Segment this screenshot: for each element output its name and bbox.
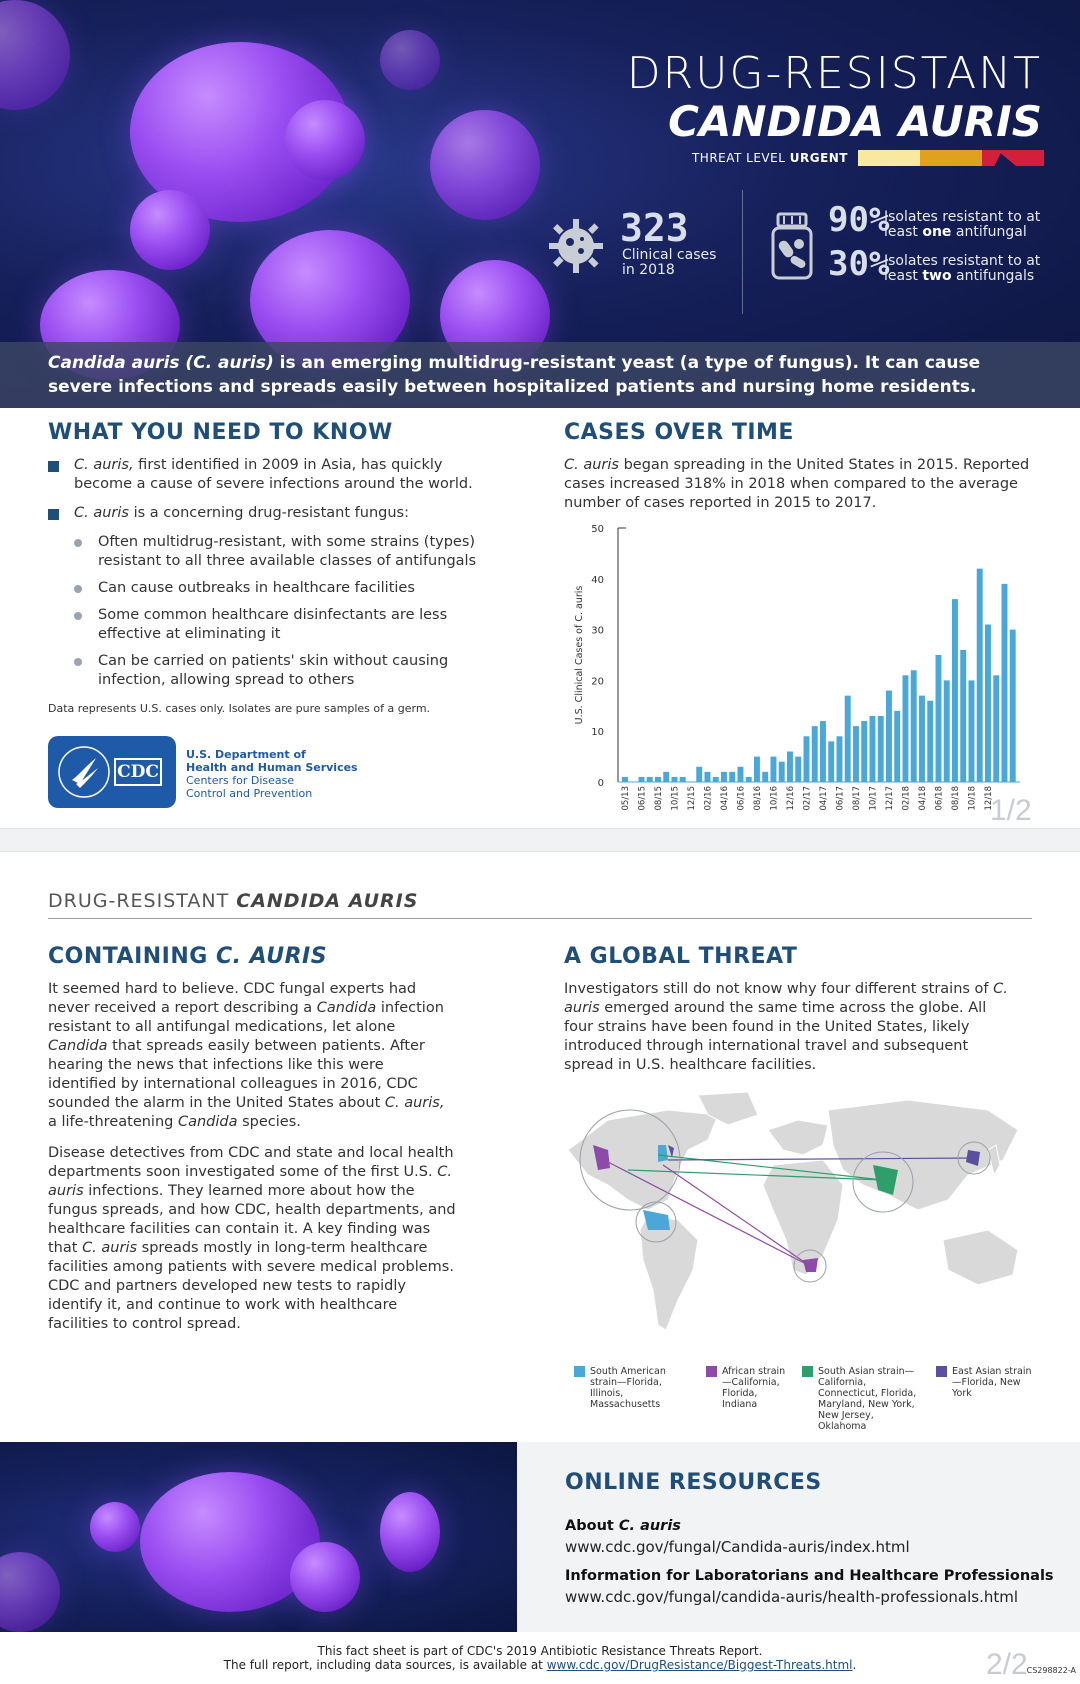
x-tick-label: 12/15 xyxy=(686,786,697,811)
pill-bottle-icon xyxy=(770,212,814,280)
threat-level xyxy=(692,150,1044,166)
resources-heading: ONLINE RESOURCES xyxy=(565,1470,822,1495)
page-number: 1/2 xyxy=(990,794,1032,827)
list-item-italic: C. auris, xyxy=(74,457,134,473)
fungus-cell-image xyxy=(290,1542,360,1612)
chart-bar xyxy=(779,762,785,782)
x-tick-label: 02/18 xyxy=(901,786,912,811)
chart-bar xyxy=(861,721,867,782)
chart-bar xyxy=(680,777,686,782)
chart-bar xyxy=(903,675,909,782)
x-tick-label: 06/18 xyxy=(934,786,945,811)
containing-paragraph-1 xyxy=(48,980,456,1132)
global-paragraph xyxy=(564,980,1010,1075)
cases-bar-chart xyxy=(560,520,1060,830)
stat1-text-end: antifungal xyxy=(951,224,1027,240)
chart-bar xyxy=(993,675,999,782)
list-item xyxy=(48,504,498,523)
chart-bar xyxy=(795,757,801,782)
agency-line: Health and Human Services xyxy=(186,761,358,774)
x-tick-label: 08/18 xyxy=(950,786,961,811)
chart-bar xyxy=(639,777,645,782)
x-tick-label: 04/17 xyxy=(818,786,829,811)
chart-bar xyxy=(771,757,777,782)
chart-bar xyxy=(952,599,958,782)
stat1-bold: one xyxy=(922,224,952,240)
footer-note xyxy=(0,1644,1080,1672)
x-tick-label: 06/15 xyxy=(637,786,648,811)
y-tick-label: 40 xyxy=(591,574,604,586)
containing-heading-text: CONTAINING xyxy=(48,944,216,969)
x-tick-label: 06/16 xyxy=(736,786,747,811)
paragraph-italic: C. auris xyxy=(564,981,1008,1016)
paragraph-italic: C. auris xyxy=(82,1240,138,1256)
banner-italic: Candida auris (C. auris) xyxy=(48,353,274,373)
fungus-cell-image xyxy=(0,1552,60,1632)
stat-one-antifungal-number: 90% xyxy=(828,200,890,240)
footer-line: This fact sheet is part of CDC's 2019 Antibiotic Resistance Threats Report. xyxy=(317,1644,763,1658)
chart-bar xyxy=(870,716,876,782)
fungus-cell-image xyxy=(380,30,440,90)
paragraph-text: spreads mostly in long-term healthcare facilities among patients with severe medical problems. CDC and partners developed new tests to rapidly identify it, and continue to work with healthcare facilities to control spread. xyxy=(48,1240,454,1332)
fungus-cell-image xyxy=(380,1492,440,1572)
chart-bar xyxy=(696,767,702,782)
x-tick-label: 12/18 xyxy=(983,786,994,811)
chart-bar xyxy=(672,777,678,782)
chart-bar xyxy=(878,716,884,782)
map-legend-item xyxy=(936,1366,1040,1399)
chart-bar xyxy=(762,772,768,782)
containing-heading-italic: C. AURIS xyxy=(216,944,328,969)
cases-desc-italic: C. auris xyxy=(564,457,619,473)
paragraph-italic: Candida xyxy=(177,1114,238,1130)
chart-bar xyxy=(705,772,711,782)
cases-number: 323 xyxy=(620,206,689,250)
fungus-cell-image xyxy=(0,0,70,110)
running-header xyxy=(48,890,418,912)
legend-swatch xyxy=(706,1366,717,1377)
y-tick-label: 50 xyxy=(591,524,604,535)
footer-text: . xyxy=(852,1658,857,1672)
paragraph-italic: Candida xyxy=(316,1000,377,1016)
y-tick-label: 20 xyxy=(591,676,604,688)
legend-label: South American strain—Florida, Illinois, Massachusetts xyxy=(590,1366,666,1410)
resource-link[interactable]: www.cdc.gov/fungal/candida-auris/health-professionals.html xyxy=(565,1588,1019,1606)
paragraph-text: a life-threatening xyxy=(48,1114,178,1130)
x-tick-label: 10/16 xyxy=(769,786,780,811)
stat1-text: Isolates resistant to at least xyxy=(884,209,1041,240)
paragraph-text: that spreads easily between patients. After hearing the news that infections like this were identified by international colleagues in 2016, CDC sounded the alarm in the United States about xyxy=(48,1038,425,1111)
containing-paragraph-2 xyxy=(48,1144,460,1334)
chart-bar xyxy=(787,752,793,782)
y-tick-label: 10 xyxy=(591,727,604,739)
hero-banner xyxy=(0,0,1080,408)
stat2-text: Isolates resistant to at least xyxy=(884,253,1041,284)
data-note: Data represents U.S. cases only. Isolates are pure samples of a germ. xyxy=(48,702,431,715)
fungus-cell-image xyxy=(285,100,365,180)
chart-bar xyxy=(622,777,628,782)
threat-prefix: THREAT LEVEL xyxy=(691,151,790,165)
chart-bar xyxy=(853,726,859,782)
paragraph-text: Disease detectives from CDC and state and local health departments soon investigated some of the first U.S. xyxy=(48,1145,454,1180)
legend-label: African strain—California, Florida, Indiana xyxy=(722,1366,786,1410)
paragraph-text: Investigators still do not know why four different strains of xyxy=(564,981,994,997)
map-legend-item xyxy=(706,1366,792,1410)
chart-bar xyxy=(812,726,818,782)
chart-bar xyxy=(845,696,851,782)
running-header-bold: CANDIDA AURIS xyxy=(236,890,419,912)
map-legend-item xyxy=(802,1366,922,1432)
online-resources xyxy=(517,1442,1080,1632)
x-tick-label: 08/16 xyxy=(752,786,763,811)
chart-bar xyxy=(820,721,826,782)
header-rule xyxy=(48,918,1032,919)
world-map xyxy=(548,1090,1054,1346)
threat-value: URGENT xyxy=(789,151,848,165)
paragraph-italic: C. auris xyxy=(48,1164,452,1199)
chart-bar xyxy=(729,772,735,782)
cases-heading: CASES OVER TIME xyxy=(564,420,794,445)
chart-bar xyxy=(960,650,966,782)
sub-list-item: Often multidrug-resistant, with some strains (types) resistant to all three available classes of antifungals xyxy=(48,533,498,571)
chart-bar xyxy=(837,736,843,782)
chart-bar xyxy=(919,696,925,782)
sub-list-item: Some common healthcare disinfectants are less effective at eliminating it xyxy=(48,606,498,644)
chart-bar xyxy=(713,777,719,782)
threat-segment-mid xyxy=(920,150,982,166)
paragraph-text: It seemed hard to believe. CDC fungal experts had never received a report describing a xyxy=(48,981,417,1016)
chart-bar xyxy=(936,655,942,782)
cases-desc-text: began spreading in the United States in 2015. Reported cases increased 318% in 2018 when compared to the average number of cases reported in 2015 to 2017. xyxy=(564,457,1030,511)
map-legend-item xyxy=(574,1366,686,1410)
paragraph-text: infection resistant to all antifungal medications, let alone xyxy=(48,1000,444,1035)
chart-bar xyxy=(944,680,950,782)
chart-bar xyxy=(1002,584,1008,782)
chart-bar xyxy=(647,777,653,782)
cdc-agency-name xyxy=(186,748,358,800)
paragraph-italic: Candida xyxy=(48,1038,108,1054)
x-tick-label: 02/16 xyxy=(703,786,714,811)
x-tick-label: 04/16 xyxy=(719,786,730,811)
legend-swatch xyxy=(574,1366,585,1377)
chart-bar xyxy=(721,772,727,782)
y-tick-label: 30 xyxy=(591,625,604,637)
stat-divider xyxy=(742,190,743,314)
threat-level-bar xyxy=(858,150,1044,166)
cdc-wordmark: CDC xyxy=(114,758,162,786)
threat-label xyxy=(692,151,848,165)
x-tick-label: 10/17 xyxy=(868,786,879,811)
chart-bar xyxy=(754,757,760,782)
sub-list-item: Can be carried on patients' skin without causing infection, allowing spread to others xyxy=(48,652,498,690)
stat-two-antifungals-number: 30% xyxy=(828,244,890,284)
agency-line: U.S. Department of xyxy=(186,748,306,761)
legend-swatch xyxy=(936,1366,947,1377)
chart-bar xyxy=(969,680,975,782)
report-link[interactable]: www.cdc.gov/DrugResistance/Biggest-Threats.html xyxy=(546,1658,853,1672)
fungus-footer-image xyxy=(0,1442,517,1632)
resource-title-text: About xyxy=(565,1518,619,1534)
title-line-2: CANDIDA AURIS xyxy=(668,97,1042,146)
stat2-text-end: antifungals xyxy=(951,268,1035,284)
stat-one-antifungal-label xyxy=(884,210,1064,240)
resource-title xyxy=(565,1518,681,1534)
list-item-text: first identified in 2009 in Asia, has quickly become a cause of severe infections around the world. xyxy=(74,457,473,492)
fungus-cell-image xyxy=(130,190,210,270)
chart-bar xyxy=(977,569,983,782)
legend-swatch xyxy=(802,1366,813,1377)
footer-line xyxy=(0,1658,1080,1672)
know-list xyxy=(48,456,498,698)
know-heading: WHAT YOU NEED TO KNOW xyxy=(48,420,393,445)
page-separator xyxy=(0,828,1080,852)
y-axis-label: U.S. Clinical Cases of C. auris xyxy=(574,585,585,725)
fungus-cell-image xyxy=(90,1502,140,1552)
chart-bar xyxy=(927,701,933,782)
paragraph-italic: C. auris, xyxy=(384,1095,445,1111)
chart-bar xyxy=(804,736,810,782)
agency-line: Centers for Disease xyxy=(186,774,295,787)
legend-label: East Asian strain—Florida, New York xyxy=(952,1366,1032,1399)
cases-description xyxy=(564,456,1034,513)
resource-title: Information for Laboratorians and Healthcare Professionals xyxy=(565,1568,1054,1584)
stat-two-antifungals-label xyxy=(884,254,1064,284)
intro-banner xyxy=(0,342,1080,408)
x-tick-label: 02/17 xyxy=(802,786,813,811)
x-tick-label: 05/13 xyxy=(620,786,631,811)
list-item-italic: C. auris xyxy=(74,505,129,521)
banner-text: is an emerging multidrug-resistant yeast (a type of fungus). It can cause severe infections and spreads easily between hospitalized patients and nursing home residents. xyxy=(48,353,981,397)
title-line-1: DRUG-RESISTANT xyxy=(626,48,1042,99)
x-tick-label: 06/17 xyxy=(835,786,846,811)
stat2-bold: two xyxy=(922,268,952,284)
paragraph-text: species. xyxy=(237,1114,301,1130)
x-tick-label: 10/15 xyxy=(670,786,681,811)
x-tick-label: 08/15 xyxy=(653,786,664,811)
legend-label: South Asian strain—California, Connecticut, Florida, Maryland, New York, New Jersey, Oklahoma xyxy=(818,1366,917,1432)
resource-title-italic: C. auris xyxy=(618,1518,681,1534)
cases-label: Clinical cases in 2018 xyxy=(622,247,717,278)
document-code: CS298822-A xyxy=(1026,1666,1076,1675)
global-heading: A GLOBAL THREAT xyxy=(564,944,798,969)
x-tick-label: 04/18 xyxy=(917,786,928,811)
chart-bar xyxy=(828,741,834,782)
x-tick-label: 08/17 xyxy=(851,786,862,811)
threat-segment-low xyxy=(858,150,920,166)
x-tick-label: 12/16 xyxy=(785,786,796,811)
chart-bar xyxy=(894,711,900,782)
germ-icon xyxy=(545,215,607,277)
resource-link[interactable]: www.cdc.gov/fungal/Candida-auris/index.html xyxy=(565,1538,910,1556)
threat-segment-high xyxy=(982,150,1044,166)
list-item-text: is a concerning drug-resistant fungus: xyxy=(128,505,409,521)
page-number: 2/2 xyxy=(986,1648,1028,1681)
agency-line: Control and Prevention xyxy=(186,787,313,800)
list-item xyxy=(48,456,498,494)
hhs-eagle-icon xyxy=(56,744,112,800)
x-tick-label: 10/18 xyxy=(967,786,978,811)
containing-heading xyxy=(48,944,327,969)
paragraph-text: infections. They learned more about how the fungus spreads, and how CDC, health departments, and healthcare facilities can contain it. A key finding was that xyxy=(48,1183,456,1256)
chart-bar xyxy=(663,772,669,782)
paragraph-text: emerged around the same time across the globe. All four strains have been found in the United States, likely introduced through international travel and subsequent spread in U.S. healthcare facilities. xyxy=(564,1000,987,1073)
x-tick-label: 12/17 xyxy=(884,786,895,811)
running-header-text: DRUG-RESISTANT xyxy=(48,890,237,912)
chart-bar xyxy=(985,625,991,782)
chart-bar xyxy=(886,691,892,782)
page-title xyxy=(627,48,1042,146)
fungus-cell-image xyxy=(430,110,540,220)
chart-bar xyxy=(1010,630,1016,782)
y-tick-label: 0 xyxy=(597,778,604,789)
cdc-logo xyxy=(48,736,176,808)
chart-bar xyxy=(911,670,917,782)
chart-bar xyxy=(655,777,661,782)
sub-list-item: Can cause outbreaks in healthcare facilities xyxy=(48,579,498,598)
chart-bar xyxy=(746,777,752,782)
chart-bar xyxy=(738,767,744,782)
footer-text: The full report, including data sources, is available at xyxy=(223,1658,547,1672)
